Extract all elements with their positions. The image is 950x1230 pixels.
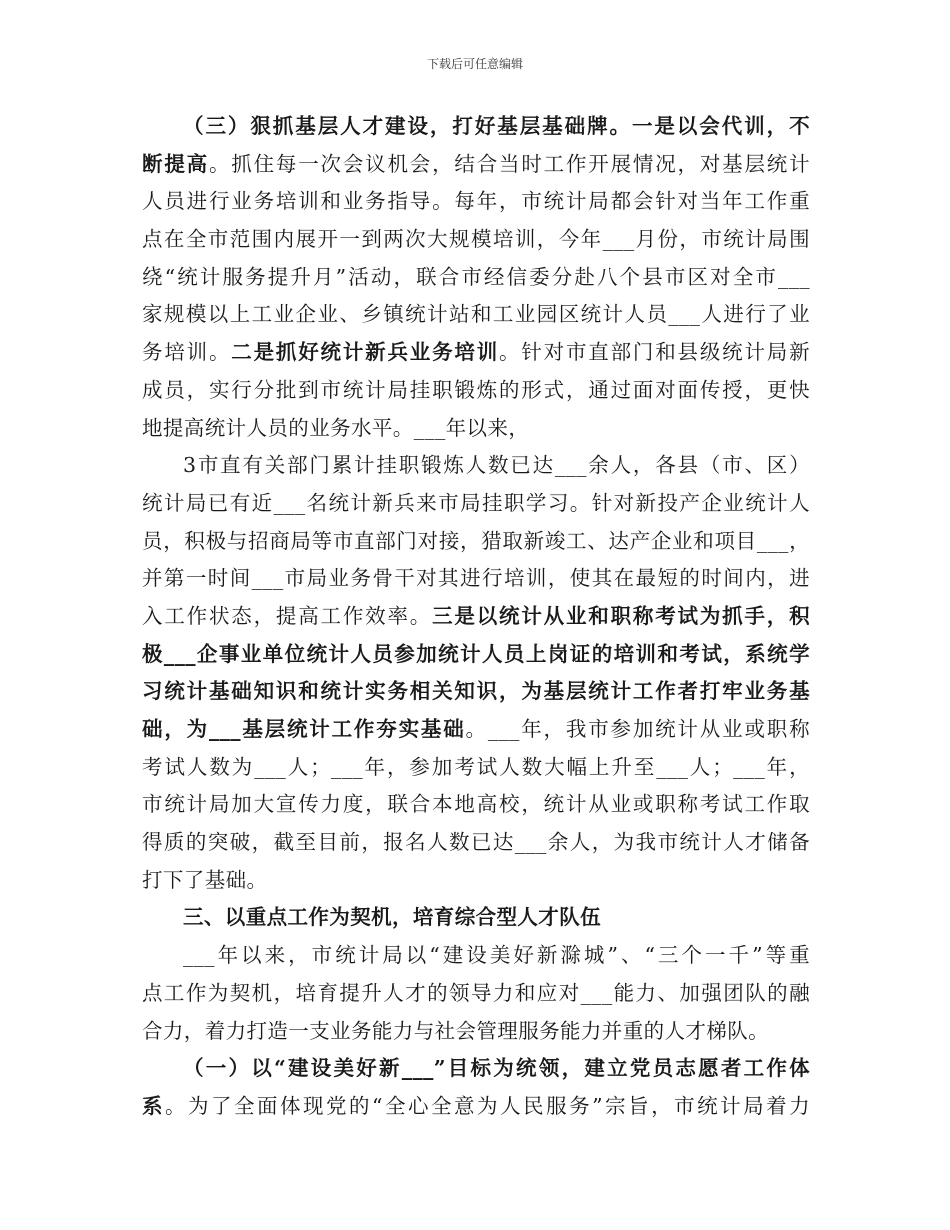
bold-text-run: 系 [142, 1093, 166, 1118]
paragraph-line [142, 636, 810, 674]
paragraph-line [142, 485, 810, 523]
bold-text-run: 断提高 [142, 151, 209, 176]
paragraph-line [142, 975, 810, 1013]
paragraph-line [142, 673, 810, 711]
paragraph-line [142, 1050, 810, 1088]
text-run: 统计局已有近___名统计新兵来市局挂职学习。针对新投产企业统计人 [142, 490, 810, 515]
paragraph-line [142, 786, 810, 824]
text-run: 家规模以上工业企业、乡镇统计站和工业园区统计人员___人进行了业 [142, 302, 810, 327]
text-run: 合力，着力打造一支业务能力与社会管理服务能力并重的人才梯队。 [142, 1018, 769, 1043]
paragraph-line [142, 183, 810, 221]
text-run: 。___年，我市参加统计从业或职称 [465, 717, 810, 741]
paragraph-line [142, 1088, 810, 1126]
bold-text-run: 三、以重点工作为契机，培育综合型人才队伍 [183, 905, 601, 930]
text-run: 。为了全面体现党的“全心全意为人民服务”宗旨，市统计局着力 [165, 1093, 811, 1118]
paragraph-line [142, 108, 810, 146]
paragraph-line [142, 749, 810, 787]
bold-text-run: 二是抓好统计新兵业务培训 [231, 340, 500, 365]
paragraph-line [142, 447, 810, 485]
document-body [142, 108, 810, 1126]
bold-text-run: 习统计基础知识和统计实务相关知识，为基层统计工作者打牢业务基 [142, 679, 810, 704]
paragraph-line [142, 334, 810, 372]
paragraph-line [142, 560, 810, 598]
text-run: 。针对市直部门和县级统计局新 [499, 340, 810, 365]
paragraph-line [142, 523, 810, 561]
text-run: ___年以来，市统计局以“建设美好新滁城”、“三个一千”等重 [183, 943, 810, 968]
paragraph-line [142, 937, 810, 975]
paragraph-line [142, 711, 810, 749]
text-run: 点工作为契机，培育提升人才的领导力和应对___能力、加强团队的融 [142, 980, 810, 1005]
paragraph-line [142, 862, 810, 900]
section-heading [142, 899, 810, 937]
paragraph-line [142, 146, 810, 184]
text-run: 入工作状态，提高工作效率。 [142, 603, 433, 628]
text-run: 地提高统计人员的业务水平。___年以来， [142, 415, 530, 440]
paragraph-line [142, 259, 810, 297]
text-run: 员，积极与招商局等市直部门对接，猎取新竣工、达产企业和项目___， [142, 528, 810, 553]
bold-text-run: （一）以“建设美好新___”目标为统领，建立党员志愿者工作体 [183, 1056, 810, 1081]
paragraph-line [142, 598, 810, 636]
text-run: 点在全市范围内展开一到两次大规模培训，今年___月份，市统计局围 [142, 227, 810, 252]
text-run: 3市直有关部门累计挂职锻炼人数已达___余人，各县（市、区） [183, 453, 810, 478]
text-run: 打下了基础。 [142, 867, 268, 892]
paragraph-line [142, 296, 810, 334]
text-run: 得质的突破，截至目前，报名人数已达___余人，为我市统计人才储备 [142, 830, 810, 855]
paragraph-line [142, 1013, 810, 1051]
paragraph-line [142, 372, 810, 410]
page-header: 下载后可任意编辑 [426, 57, 523, 71]
text-run: 市统计局加大宣传力度，联合本地高校，统计从业或职称考试工作取 [142, 792, 810, 817]
bold-text-run: 三是以统计从业和职称考试为抓手，积 [432, 603, 810, 628]
bold-text-run: 极___企事业单位统计人员参加统计人员上岗证的培训和考试，系统学 [142, 641, 810, 666]
paragraph-line [142, 221, 810, 259]
text-run: 人员进行业务培训和业务指导。每年，市统计局都会针对当年工作重 [142, 189, 810, 214]
text-run: 并第一时间___市局业务骨干对其进行培训，使其在最短的时间内，进 [142, 566, 810, 591]
paragraph-line [142, 410, 810, 448]
text-run: 考试人数为___人；___年，参加考试人数大幅上升至___人；___年， [142, 754, 810, 779]
text-run: 务培训。 [142, 340, 232, 365]
text-run: 绕“统计服务提升月”活动，联合市经信委分赴八个县市区对全市___ [142, 264, 810, 289]
paragraph-line [142, 824, 810, 862]
bold-text-run: （三）狠抓基层人才建设，打好基层基础牌。一是以会代训，不 [183, 114, 810, 138]
text-run: 。抓住每一次会议机会，结合当时工作开展情况，对基层统计 [208, 151, 810, 176]
bold-text-run: 础，为___基层统计工作夯实基础 [142, 717, 466, 741]
text-run: 成员，实行分批到市统计局挂职锻炼的形式，通过面对面传授，更快 [142, 377, 810, 402]
